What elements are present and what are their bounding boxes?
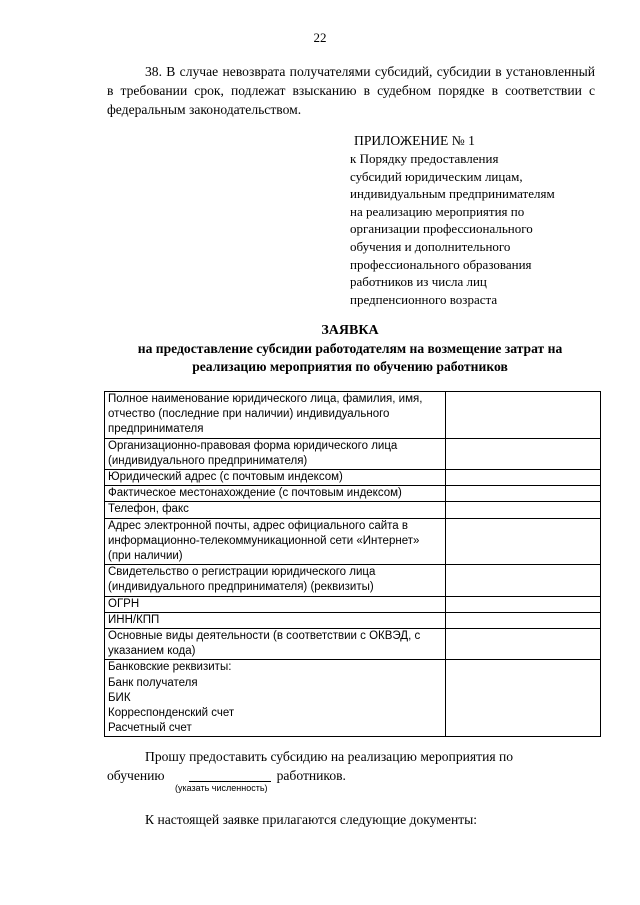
appendix-line: работников из числа лиц xyxy=(350,274,487,290)
application-form-table xyxy=(104,391,601,737)
row-label: Адрес электронной почты, адрес официального сайта в информационно-телекоммуникационной сети «Интернет» (при наличии) xyxy=(105,518,446,565)
row-value-field[interactable] xyxy=(446,502,601,518)
appendix-line: профессионального образования xyxy=(350,256,532,272)
appendix-line: индивидуальным предпринимателям xyxy=(350,186,555,202)
row-label: Фактическое местонахождение (с почтовым индексом) xyxy=(105,486,446,502)
appendix-line: субсидий юридическим лицам, xyxy=(350,168,523,184)
appendix-line: на реализацию мероприятия по xyxy=(350,203,525,219)
table-row xyxy=(105,660,601,737)
row-label: Организационно-правовая форма юридического лица (индивидуального предпринимателя) xyxy=(105,438,446,469)
request-line: Прошу предоставить субсидию на реализацию мероприятия по xyxy=(145,749,514,764)
heading-subtitle-line: на предоставление субсидии работодателям на возмещение затрат на xyxy=(137,341,563,356)
table-row xyxy=(105,518,601,565)
table-row xyxy=(105,629,601,660)
appendix-block xyxy=(350,132,590,308)
table-row xyxy=(105,486,601,502)
row-value-field[interactable] xyxy=(446,518,601,565)
row-value-field[interactable] xyxy=(446,470,601,486)
row-label: ОГРН xyxy=(105,596,446,612)
row-label: Телефон, факс xyxy=(105,502,446,518)
row-value-field[interactable] xyxy=(446,486,601,502)
row-value-field[interactable] xyxy=(446,660,601,737)
subsidy-request xyxy=(107,747,597,785)
row-label: ИНН/КПП xyxy=(105,612,446,628)
row-label: Полное наименование юридического лица, фамилия, имя, отчество (последние при наличии) индивидуального предпринимателя xyxy=(105,392,446,439)
table-row xyxy=(105,612,601,628)
page-number: 22 xyxy=(313,30,327,45)
row-label: Основные виды деятельности (в соответствии с ОКВЭД, с указанием кода) xyxy=(105,629,446,660)
table-row xyxy=(105,502,601,518)
row-value-field[interactable] xyxy=(446,629,601,660)
row-value-field[interactable] xyxy=(446,612,601,628)
attached-documents-line: К настоящей заявке прилагаются следующие документы: xyxy=(145,812,478,827)
row-value-field[interactable] xyxy=(446,438,601,469)
heading-subtitle-line: реализацию мероприятия по обучению работников xyxy=(192,359,508,374)
row-value-field[interactable] xyxy=(446,565,601,596)
table-row xyxy=(105,565,601,596)
appendix-line: к Порядку предоставления xyxy=(350,151,499,166)
table-row xyxy=(105,470,601,486)
table-row xyxy=(105,438,601,469)
employee-count-blank[interactable] xyxy=(189,767,271,782)
row-value-field[interactable] xyxy=(446,596,601,612)
appendix-title: ПРИЛОЖЕНИЕ № 1 xyxy=(354,133,475,148)
table-row xyxy=(105,596,601,612)
count-hint: (указать численность) xyxy=(175,783,268,793)
row-label: Юридический адрес (с почтовым индексом) xyxy=(105,470,446,486)
appendix-line: предпенсионного возраста xyxy=(350,291,498,307)
application-heading xyxy=(100,321,600,376)
table-row xyxy=(105,392,601,439)
request-text: обучению xyxy=(107,768,165,783)
row-label: Банковские реквизиты: Банк получателя БИК Корреспонденский счет Расчетный счет xyxy=(105,660,446,737)
row-label: Свидетельство о регистрации юридического лица (индивидуального предпринимателя) (реквизиты) xyxy=(105,565,446,596)
heading-title: ЗАЯВКА xyxy=(321,323,379,338)
row-value-field[interactable] xyxy=(446,392,601,439)
paragraph-38: 38. В случае невозврата получателями субсидий, субсидии в установленный в требовании срок, подлежат взысканию в судебном порядке в соответствии с федеральным законодательством. xyxy=(107,64,595,117)
appendix-line: организации профессионального xyxy=(350,221,533,237)
request-text: работников. xyxy=(276,768,346,783)
appendix-line: обучения и дополнительного xyxy=(350,238,511,254)
